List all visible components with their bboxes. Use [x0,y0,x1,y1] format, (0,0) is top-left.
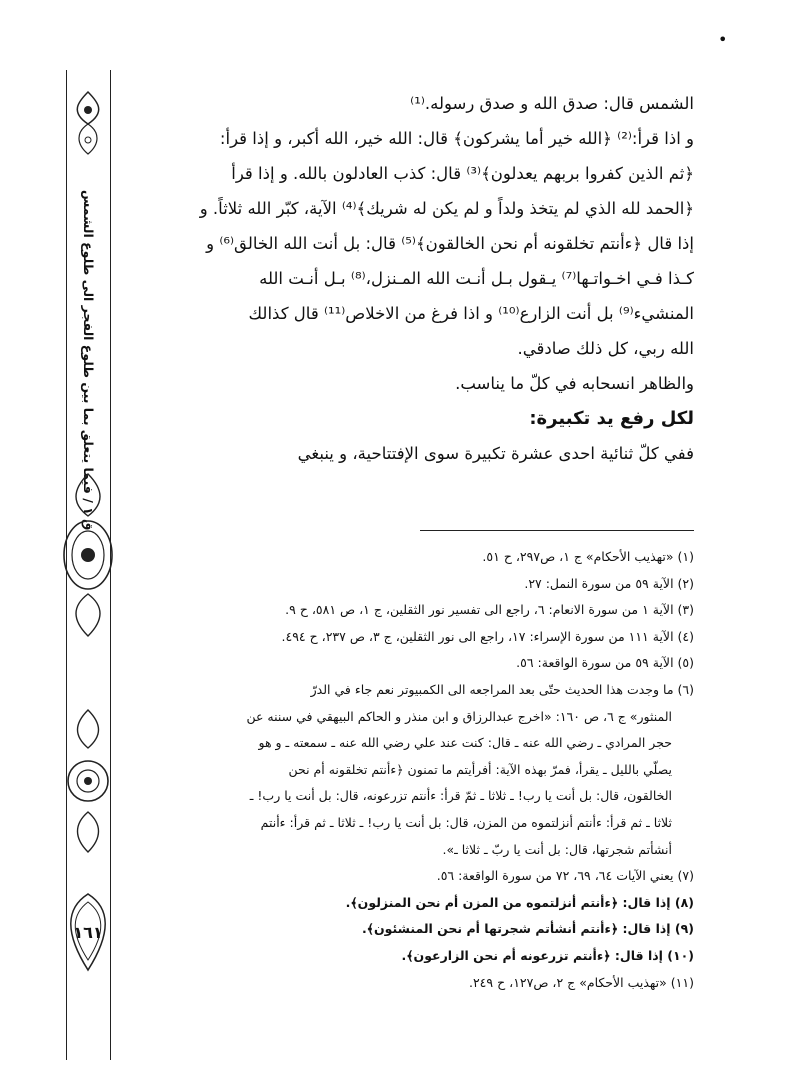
page-number: ١٦١ [73,922,103,942]
footnote-continuation: أنشأتم شجرتها، قال: بل أنت يا ربّ ـ ثلاثا ـ». [442,841,672,857]
footnote-continuation: حجر المرادي ـ رضي الله عنه ـ قال: كنت عند علي رضي الله عنه ـ سمعته ـ و هو [258,735,672,751]
footnote: (٦) ما وجدت هذا الحديث حتّى بعد المراجعه الى الكمبيوتر نعم جاء في الدرّ [310,681,694,697]
footnote-continuation: المنثور» ج ٦، ص ١٦٠: «اخرج عبدالرزاق و ابن منذر و الحاكم البيهقي في سننه عن [246,708,672,724]
text-line: و اذا قرأ:⁽²⁾ ﴿الله خير أما يشركون﴾ قال: الله خير، الله أكبر، و إذا قرأ: [219,129,694,148]
running-title: ق ١ / فيما يتعلق بما بين طلوع الفجر الى طلوع الشمس [81,189,96,531]
ornament-middle-icon [60,470,116,640]
ornament-lower-icon [60,706,116,856]
footnote-continuation: ثلاثا ـ ثم قرأ: ءأنتم أنزلتموه من المزن، قال: بل أنت يا رب! ـ ثلاثا ـ ثم قرأ: ءأنتم [260,814,672,830]
text-line: المنشيء⁽⁹⁾ بل أنت الزارع⁽¹⁰⁾ و اذا فرغ من الاخلاص⁽¹¹⁾ قال كذالك [248,304,694,323]
text-line: الله ربي، كل ذلك صادقي. [517,339,694,358]
footnotes [150,544,694,996]
text-line: إذا قال ﴿ءأنتم تخلقونه أم نحن الخالقون﴾⁽⁵⁾ قال: بل أنت الله الخالق⁽⁶⁾ و [206,234,694,253]
text-line: كـذا فـي اخـواتـها⁽⁷⁾ يـقول بـل أنـت الله المـنزل،⁽⁸⁾ بـل أنـت الله [259,269,694,288]
footnote: (١٠) إذا قال: ﴿ءأنتم تزرعونه أم نحن الزارعون﴾. [401,947,694,963]
footnote: (٥) الآية ٥٩ من سورة الواقعة: ٥٦. [516,655,694,671]
footnote: (٤) الآية ١١١ من سورة الإسراء: ١٧، راجع الى نور الثقلين، ج ٣، ص ٢٣٧، ح ٤٩٤. [281,628,694,644]
footnote: (٩) إذا قال: ﴿ءأنتم أنشأتم شجرتها أم نحن المنشئون﴾. [361,921,694,937]
footnote-continuation: يصلّي بالليل ـ يقرأ، فمرّ بهذه الآية: أفرأيتم ما تمنون ﴿ءأنتم تخلقونه أم نحن [288,761,672,777]
main-text [150,86,694,471]
text-line: الشمس قال: صدق الله و صدق رسوله.⁽¹⁾ [410,94,694,113]
footnote: (٣) الآية ١ من سورة الانعام: ٦، راجع الى تفسير نور الثقلين، ج ١، ص ٥٨١، ح ٩. [285,602,694,618]
footnote: (١) «تهذيب الأحكام» ج ١، ص٢٩٧، ح ٥١. [482,549,694,564]
footnote: (٧) يعني الآيات ٦٤، ٦٩، ٧٢ من سورة الواقعة: ٥٦. [436,868,694,884]
text-line: ﴿الحمد لله الذي لم يتخذ ولداً و لم يكن له شريك﴾⁽⁴⁾ الآية، كبّر الله ثلاثاً. و [199,199,694,218]
footnote-continuation: الخالقون، قال: بل أنت يا رب! ـ ثلاثا ـ ثمّ قرأ: ءأنتم تزرعونه، قال: بل أنت يا رب! ـ [249,788,672,804]
page-number-frame [62,892,114,972]
text-line: ﴿ثم الذين كفروا بربهم يعدلون﴾⁽³⁾ قال: كذب العادلون بالله. و إذا قرأ [231,164,694,183]
footnote: (١١) «تهذيب الأحكام» ج ٢، ص١٢٧، ح ٢٤٩. [468,974,694,990]
side-ornament-column [58,70,118,1060]
footnote: (٨) إذا قال: ﴿ءأنتم أنزلتموه من المزن أم نحن المنزلون﴾. [345,894,694,910]
footnote-separator [420,530,694,531]
footnote: (٢) الآية ٥٩ من سورة النمل: ٢٧. [524,575,694,591]
text-line: ففي كلّ ثنائية احدى عشرة تكبيرة سوى الإفتتاحية، و ينبغي [297,444,694,463]
section-heading: لكل رفع يد تكبيرة: [529,408,694,429]
ornament-top-icon [60,88,116,158]
text-line: والظاهر انسحابه في كلّ ما يناسب. [455,374,694,393]
corner-mark: • [718,30,728,49]
